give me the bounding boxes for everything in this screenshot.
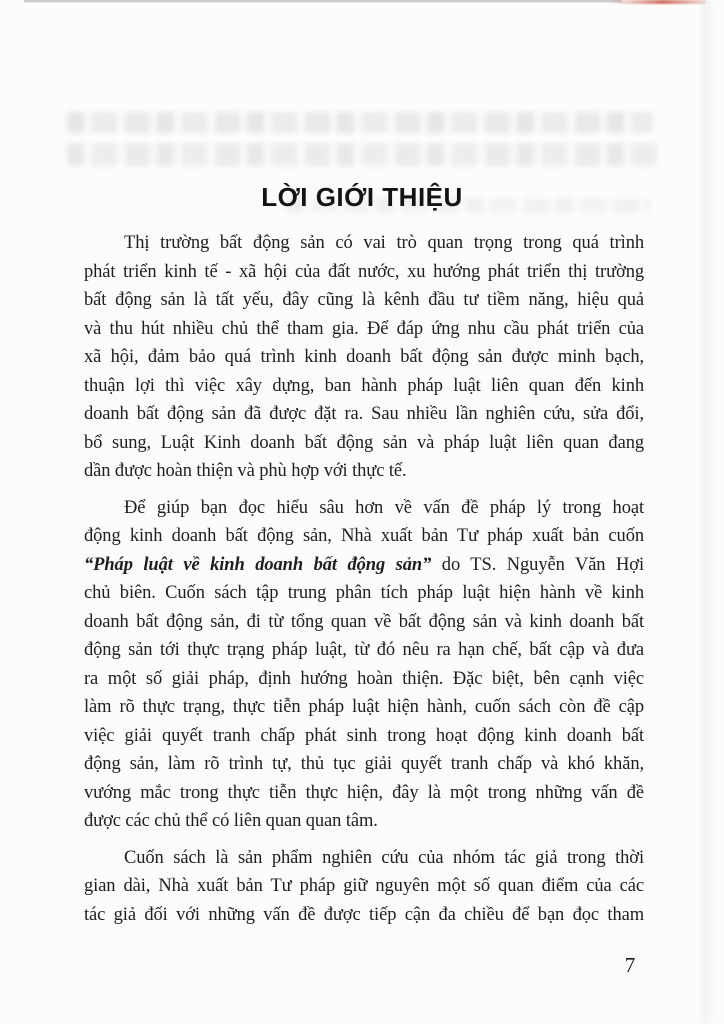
text-run: Để giúp bạn đọc hiểu sâu hơn về vấn đề pháp lý trong hoạt bbox=[124, 497, 644, 518]
scan-edge-shading bbox=[700, 0, 712, 1024]
text-line bbox=[84, 522, 644, 551]
text-run: chủ biên. Cuốn sách tập trung phân tích pháp luật hiện hành về kinh bbox=[84, 583, 644, 603]
text-run: được các chủ thể có liên quan quan tâm. bbox=[84, 811, 378, 831]
bleed-through-text-line bbox=[67, 143, 657, 166]
text-run: động sản tới thực trạng pháp luật, từ đó nêu ra hạn chế, bất cập và đưa bbox=[84, 640, 644, 660]
text-line bbox=[84, 872, 644, 901]
text-line bbox=[84, 779, 644, 808]
text-line bbox=[84, 494, 644, 523]
page-title: LỜI GIỚI THIỆU bbox=[261, 182, 463, 212]
scan-edge-line bbox=[24, 0, 622, 2]
text-line bbox=[84, 372, 644, 401]
text-line bbox=[84, 844, 644, 873]
text-line bbox=[84, 343, 644, 372]
text-run: doanh bất động sản đã được đặt ra. Sau nhiều lần nghiên cứu, sửa đổi, bbox=[84, 404, 644, 424]
text-run: phát triển kinh tế - xã hội của đất nước, xu hướng phát triển thị trường bbox=[84, 261, 644, 282]
text-line bbox=[84, 229, 644, 258]
text-run: và thu hút nhiều chủ thể tham gia. Để đáp ứng nhu cầu phát triển của bbox=[84, 318, 644, 339]
text-run: thuận lợi thì việc xây dựng, ban hành pháp luật liên quan đến kinh bbox=[84, 375, 644, 396]
text-run: dần được hoàn thiện và phù hợp với thực tế. bbox=[84, 461, 407, 481]
text-line bbox=[84, 315, 644, 344]
text-run: ra một số giải pháp, định hướng hoàn thiện. Đặc biệt, bên cạnh việc bbox=[84, 668, 644, 689]
text-line bbox=[84, 665, 644, 694]
text-line bbox=[84, 608, 644, 637]
paragraph bbox=[84, 229, 644, 486]
page-number: 7 bbox=[624, 953, 636, 977]
paragraph bbox=[84, 844, 644, 930]
scan-red-smudge bbox=[610, 0, 706, 4]
text-line bbox=[84, 457, 644, 486]
text-run: việc giải quyết tranh chấp phát sinh trong hoạt động kinh doanh bất bbox=[84, 725, 644, 746]
text-run: động sản, làm rõ trình tự, thủ tục giải quyết tranh chấp và khó khăn, bbox=[84, 754, 644, 774]
text-run: xã hội, đảm bảo quá trình kinh doanh bất động sản được minh bạch, bbox=[84, 347, 644, 367]
text-line bbox=[84, 400, 644, 429]
text-run: vướng mắc trong thực tiễn thực hiện, đây là một trong những vấn đề bbox=[84, 782, 644, 803]
text-line bbox=[84, 258, 644, 287]
text-line bbox=[84, 636, 644, 665]
text-line bbox=[84, 579, 644, 608]
text-line bbox=[84, 551, 644, 580]
text-line bbox=[84, 429, 644, 458]
text-line bbox=[84, 901, 644, 930]
text-run: Thị trường bất động sản có vai trò quan trọng trong quá trình bbox=[124, 233, 644, 253]
text-run: làm rõ thực trạng, thực tiễn pháp luật hiện hành, cuốn sách còn đề cập bbox=[84, 697, 644, 717]
text-run: động kinh doanh bất động sản, Nhà xuất bản Tư pháp xuất bản cuốn bbox=[84, 526, 644, 546]
text-run: do TS. Nguyễn Văn Hợi bbox=[431, 554, 644, 575]
bleed-through-text-line bbox=[67, 112, 653, 133]
book-title-emphasis: “Pháp luật về kinh doanh bất động sản” bbox=[84, 554, 432, 575]
text-run: tác giả đối với những vấn đề được tiếp cận đa chiều để bạn đọc tham bbox=[84, 904, 644, 925]
text-line bbox=[84, 750, 644, 779]
text-line bbox=[84, 722, 644, 751]
text-line bbox=[84, 693, 644, 722]
text-run: Cuốn sách là sản phẩm nghiên cứu của nhóm tác giả trong thời bbox=[124, 847, 644, 868]
text-block bbox=[84, 229, 644, 929]
text-run: gian dài, Nhà xuất bản Tư pháp giữ nguyên một số quan điểm của các bbox=[84, 876, 644, 896]
paragraph bbox=[84, 494, 644, 836]
text-line bbox=[84, 286, 644, 315]
text-run: bổ sung, Luật Kinh doanh bất động sản và pháp luật liên quan đang bbox=[84, 432, 644, 453]
text-run: bất động sản là tất yếu, đây cũng là kênh đầu tư tiềm năng, hiệu quả bbox=[84, 290, 644, 310]
text-line bbox=[84, 807, 644, 836]
text-run: doanh bất động sản, đi từ tổng quan về bất động sản và kinh doanh bất bbox=[84, 611, 644, 632]
